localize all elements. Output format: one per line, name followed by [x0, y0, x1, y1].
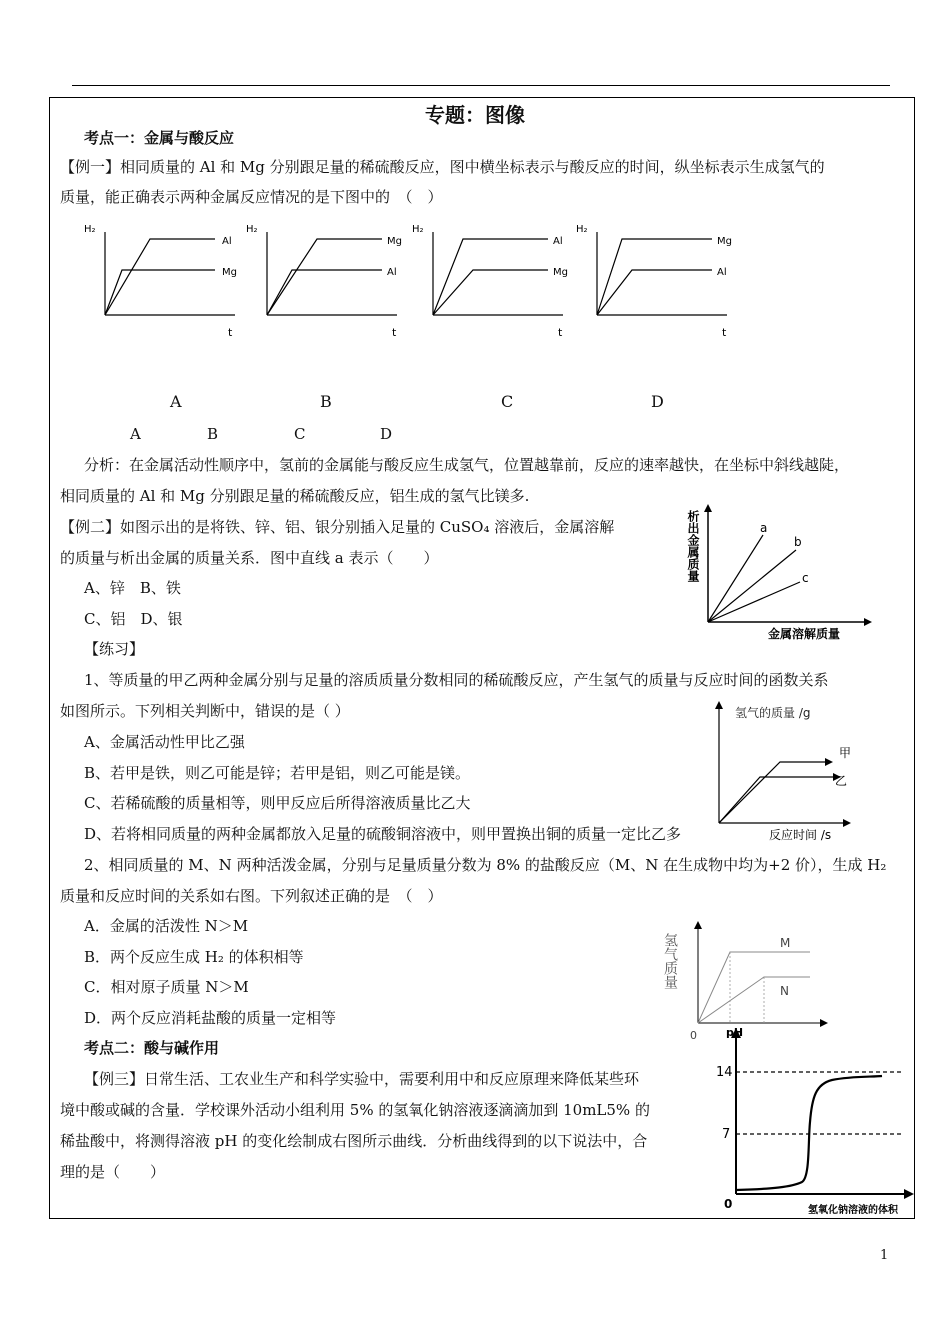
- y-axis-label: pH: [726, 1026, 744, 1039]
- graph-label-c: C: [501, 392, 514, 411]
- page-title: 专题：图像: [425, 103, 525, 127]
- graph-b-x-label: t: [392, 326, 397, 339]
- graph-b-top-label: Mg: [387, 236, 402, 247]
- section-heading-2: 考点二：酸与碱作用: [84, 1039, 220, 1057]
- option-b: B: [207, 425, 219, 443]
- question-1-option-d: D、若将相同质量的两种金属都放入足量的硫酸铜溶液中，则甲置换出铜的质量一定比乙多: [84, 825, 682, 843]
- graph-label-a: A: [170, 392, 182, 411]
- graph-d-top-label: Mg: [717, 236, 732, 247]
- graph-c-x-label: t: [558, 326, 563, 339]
- graph-b: [246, 224, 402, 339]
- origin-label: 0: [690, 1029, 697, 1042]
- question-1-text: 如图所示。下列相关判断中，错误的是（ ）: [60, 702, 350, 720]
- series-n: [698, 977, 810, 1023]
- line-c-label: c: [802, 571, 809, 585]
- header-rule: [72, 85, 890, 86]
- question-1-option-b: B、若甲是铁，则乙可能是锌；若甲是铝，则乙可能是镁。: [84, 764, 471, 782]
- graph-c-bottom-label: Mg: [553, 267, 568, 278]
- page-number: 1: [880, 1248, 889, 1263]
- graph-label-d: D: [651, 392, 664, 411]
- line-b: [708, 550, 796, 622]
- graph-c-top-label: Al: [553, 236, 563, 247]
- section-heading-1: 考点一：金属与酸反应: [84, 129, 235, 147]
- tick-14: 14: [716, 1065, 733, 1080]
- example-1-text: 【例一】相同质量的 Al 和 Mg 分别跟足量的稀硫酸反应，图中横坐标表示与酸反应的时间，纵坐标表示生成氢气的: [60, 158, 825, 176]
- question-2-option-d: D．两个反应消耗盐酸的质量一定相等: [84, 1009, 337, 1027]
- analysis-text: 相同质量的 Al 和 Mg 分别跟足量的稀硫酸反应，铝生成的氢气比镁多.: [60, 487, 530, 505]
- series-jia-label: 甲: [839, 746, 852, 760]
- line-a: [708, 535, 763, 622]
- y-axis-label: 析出金属质量: [686, 510, 700, 582]
- series-yi: [719, 777, 835, 823]
- series-n-label: N: [780, 984, 789, 998]
- example-2-options: C、铝 D、银: [84, 610, 183, 628]
- example-1-graphs: [80, 212, 760, 342]
- example-3-ph-graph: [712, 1022, 917, 1220]
- option-d: D: [380, 425, 393, 443]
- question-2-option-c: C．相对原子质量 N＞M: [84, 978, 249, 996]
- example-3-text: 境中酸或碱的含量．学校课外活动小组利用 5% 的氢氧化钠溶液逐滴滴加到 10mL5% 的: [60, 1101, 650, 1119]
- line-b-label: b: [794, 535, 802, 549]
- graph-c: [412, 224, 568, 339]
- analysis-text: 分析：在金属活动性顺序中，氢前的金属能与酸反应生成氢气，位置越靠前，反应的速率越快，在坐标中斜线越陡，: [84, 456, 850, 474]
- x-axis-label: 反应时间 /s: [769, 828, 832, 842]
- option-c: C: [294, 425, 306, 443]
- graph-a: [84, 224, 237, 339]
- question-2-option-b: B．两个反应生成 H₂ 的体积相等: [84, 948, 304, 966]
- series-jia: [719, 762, 827, 823]
- graph-label-b: B: [320, 392, 332, 411]
- graph-c-y-label: H₂: [412, 224, 424, 235]
- example-2-text: 【例二】如图示出的是将铁、锌、铝、银分别插入足量的 CuSO₄ 溶液后，金属溶解: [60, 518, 615, 536]
- graph-d-bottom-label: Al: [717, 267, 727, 278]
- y-axis-label: 氢气质量: [662, 933, 678, 989]
- y-axis-label: 氢气的质量 /g: [735, 706, 811, 720]
- line-c: [708, 582, 800, 622]
- ph-curve: [736, 1076, 882, 1190]
- tick-7: 7: [722, 1127, 731, 1142]
- question-1-option-c: C、若稀硫酸的质量相等，则甲反应后所得溶液质量比乙大: [84, 794, 471, 812]
- graph-b-y-label: H₂: [246, 224, 258, 235]
- question-2-text: 2、相同质量的 M、N 两种活泼金属，分别与足量质量分数为 8% 的盐酸反应（M、N 在生成物中均为+2 价），生成 H₂: [84, 856, 887, 874]
- graph-a-x-label: t: [228, 326, 233, 339]
- example-2-text: 的质量与析出金属的质量关系．图中直线 a 表示（ ）: [60, 549, 439, 567]
- example-2-options: A、锌 B、铁: [84, 579, 181, 597]
- x-axis-label: 金属溶解质量: [768, 627, 841, 641]
- question-1-text: 1、等质量的甲乙两种金属分别与足量的溶质质量分数相同的稀硫酸反应，产生氢气的质量与反应时间的函数关系: [84, 671, 829, 689]
- graph-d-x-label: t: [722, 326, 727, 339]
- graph-d: [576, 224, 732, 339]
- origin-label: 0: [724, 1197, 733, 1211]
- example-2-graph: [678, 500, 878, 642]
- question-1-graph: [705, 697, 905, 845]
- example-3-text: 理的是（ ）: [60, 1163, 166, 1181]
- graph-a-bottom-label: Mg: [222, 267, 237, 278]
- example-3-text: 稀盐酸中，将测得溶液 pH 的变化绘制成右图所示曲线．分析曲线得到的以下说法中，合: [60, 1132, 648, 1150]
- example-1-text: 质量，能正确表示两种金属反应情况的是下图中的 （ ）: [60, 188, 443, 206]
- graph-d-y-label: H₂: [576, 224, 588, 235]
- question-1-option-a: A、金属活动性甲比乙强: [84, 733, 245, 751]
- question-2-text: 质量和反应时间的关系如右图。下列叙述正确的是 （ ）: [60, 887, 443, 905]
- series-m: [698, 952, 810, 1023]
- line-a-label: a: [760, 521, 768, 535]
- example-3-text: 【例三】日常生活、工农业生产和科学实验中，需要利用中和反应原理来降低某些环: [84, 1070, 640, 1088]
- graph-a-y-label: H₂: [84, 224, 96, 235]
- graph-b-bottom-label: Al: [387, 267, 397, 278]
- series-yi-label: 乙: [835, 774, 848, 788]
- practice-label: 【练习】: [84, 640, 145, 658]
- graph-a-top-label: Al: [222, 236, 232, 247]
- option-a: A: [130, 425, 141, 443]
- question-2-option-a: A．金属的活泼性 N＞M: [84, 917, 249, 935]
- series-m-label: M: [780, 936, 791, 950]
- x-axis-label: 氢氧化钠溶液的体积: [808, 1205, 898, 1216]
